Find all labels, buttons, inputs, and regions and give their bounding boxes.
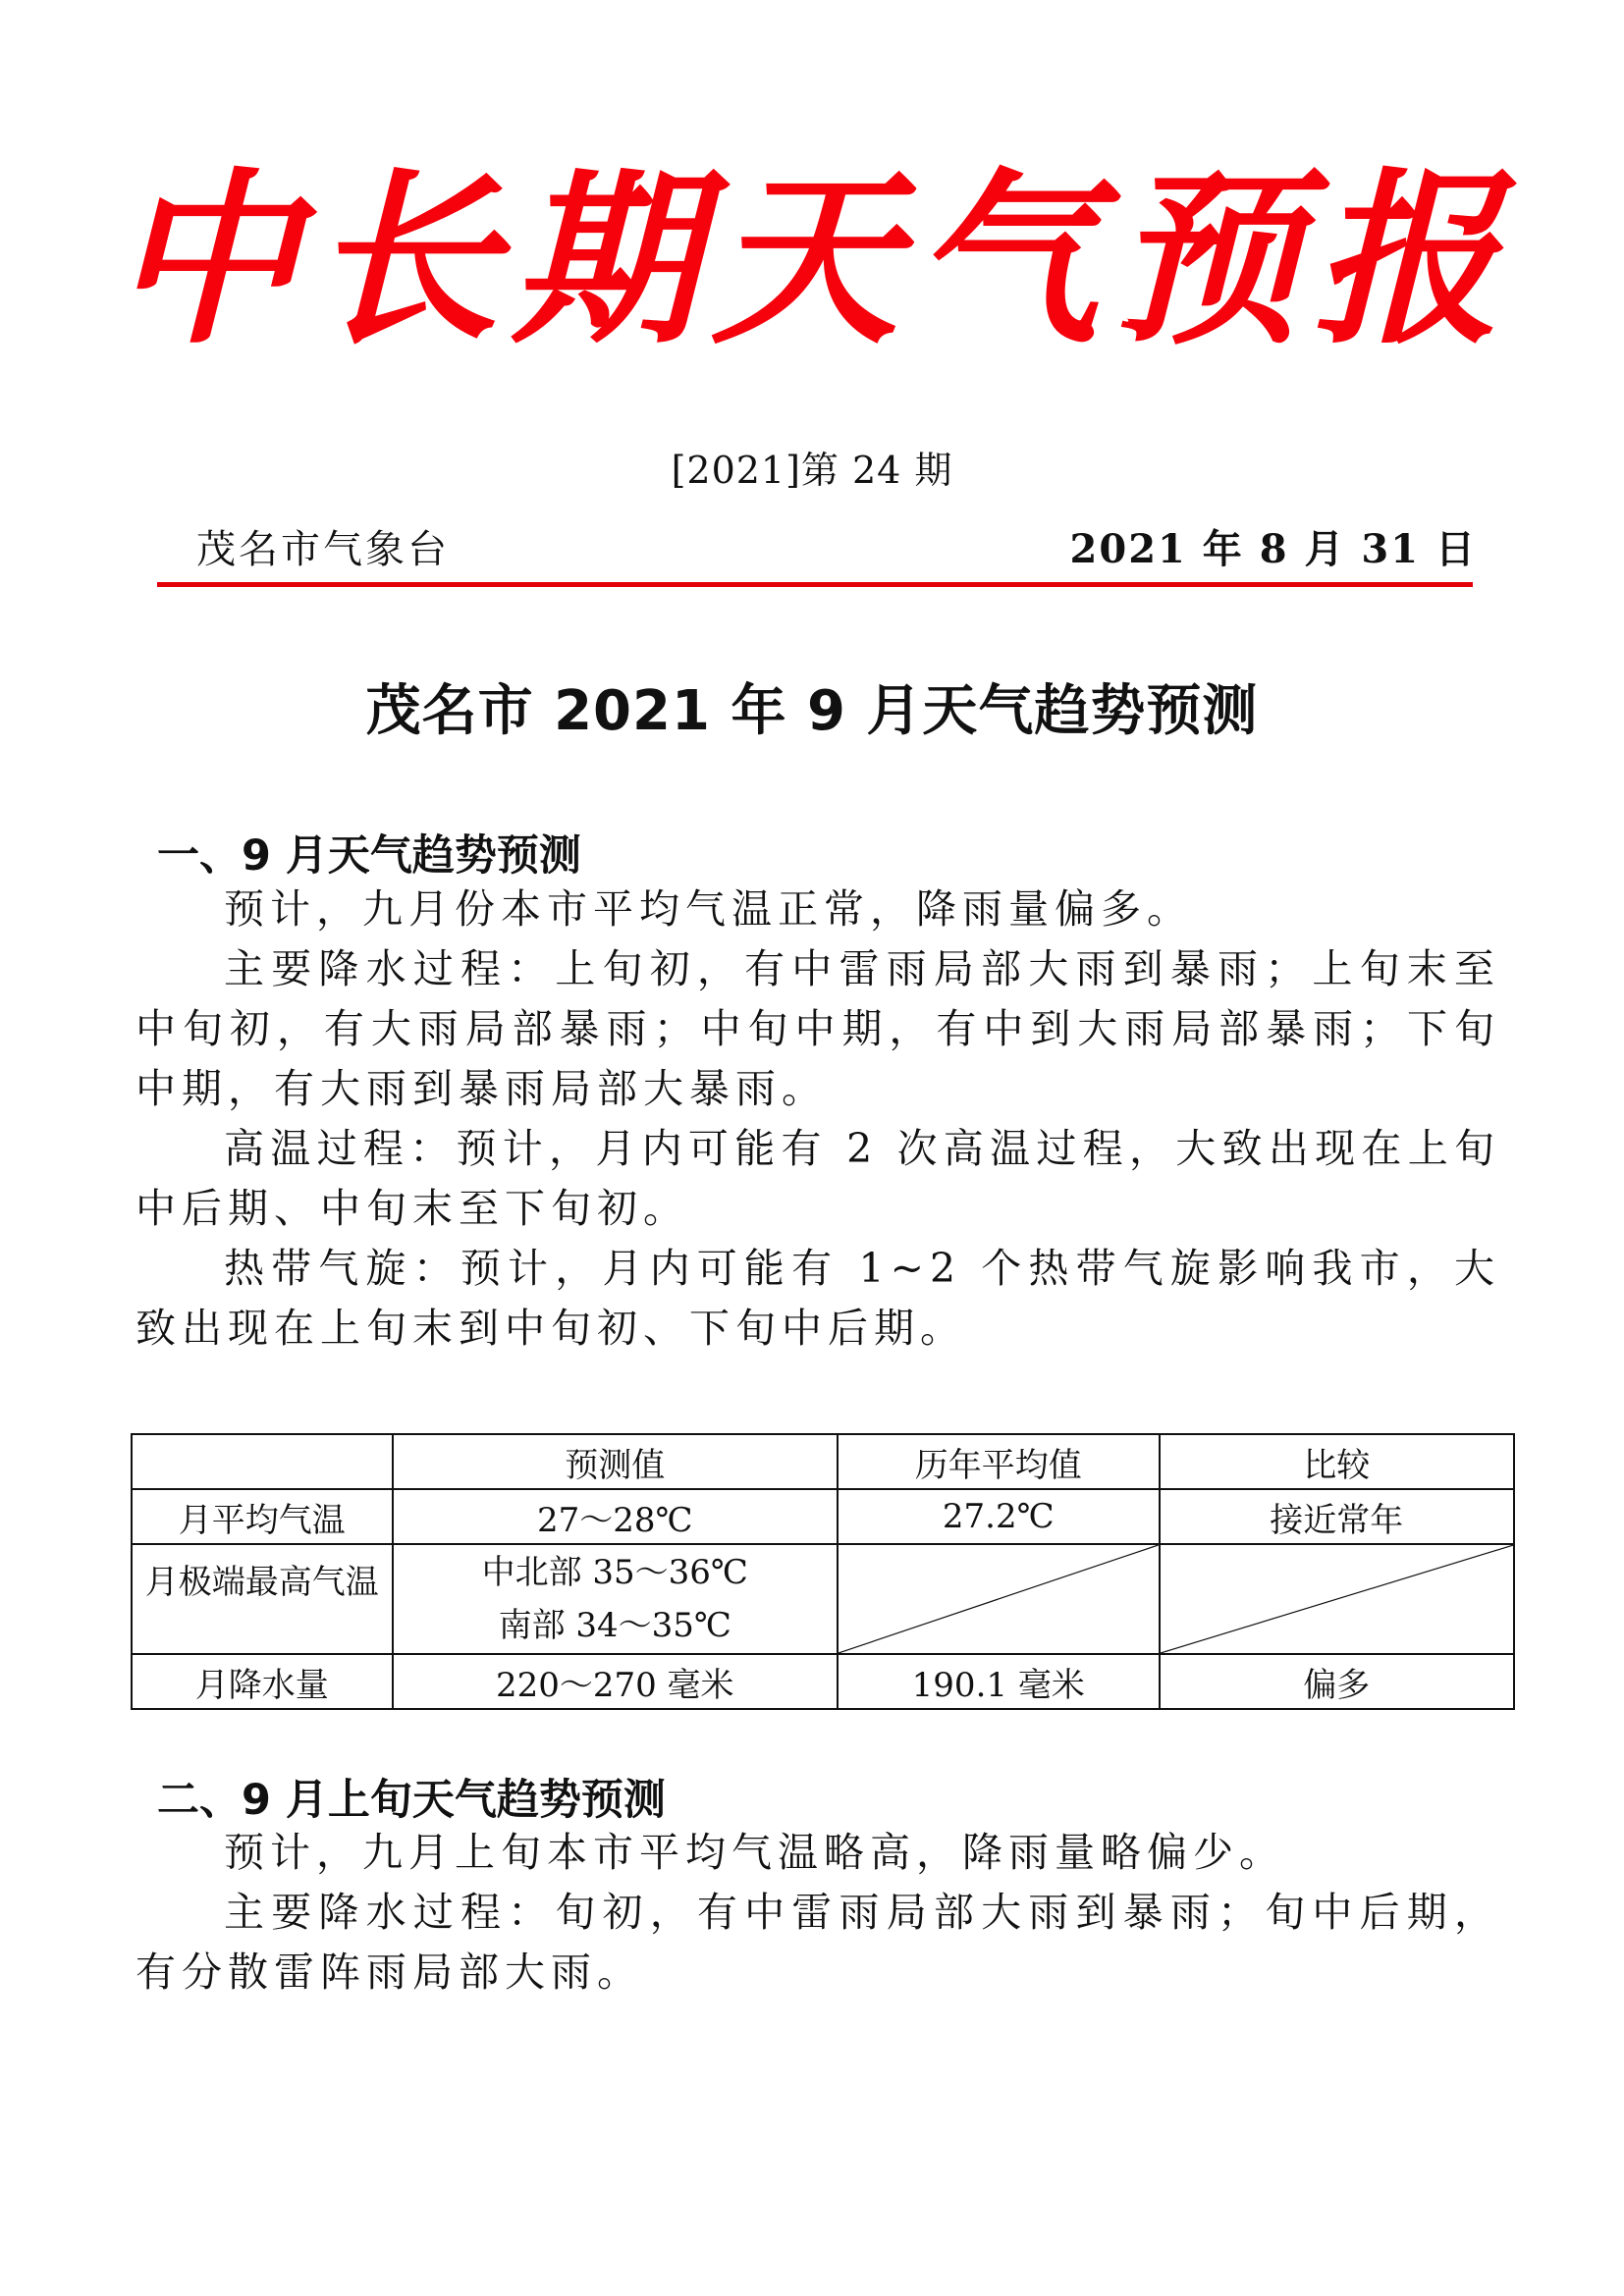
- row-label: 月平均气温: [132, 1489, 393, 1544]
- row-label: 月降水量: [132, 1654, 393, 1709]
- comparison-value: 偏多: [1160, 1654, 1514, 1709]
- table-header-row: [132, 1434, 1514, 1489]
- red-divider: [157, 582, 1473, 587]
- table-row: [132, 1544, 1514, 1654]
- forecast-value: [393, 1544, 838, 1654]
- issue-number: [2021]第 24 期: [671, 449, 953, 492]
- table-header-cell: [132, 1434, 393, 1489]
- empty-diagonal-cell: [1160, 1544, 1514, 1654]
- table-header-cell: 预测值: [393, 1434, 838, 1489]
- section1-paragraph-4: 热带气旋：预计，月内可能有 1~2 个热带气旋影响我市，大致出现在上旬末到中旬初、下旬中后期。: [135, 1245, 1500, 1352]
- table-row: [132, 1489, 1514, 1544]
- issue-date: 2021 年 8 月 31 日: [1069, 526, 1477, 572]
- forecast-value: 220～270 毫米: [393, 1654, 838, 1709]
- section2-heading: 二、9 月上旬天气趋势预测: [157, 1776, 666, 1825]
- section1-paragraph-3: 高温过程：预计，月内可能有 2 次高温过程，大致出现在上旬中后期、中旬末至下旬初。: [135, 1125, 1500, 1232]
- average-value: 190.1 毫米: [838, 1654, 1160, 1709]
- masthead-title: 中长期天气预报: [110, 150, 1513, 369]
- table-row: [132, 1654, 1514, 1709]
- forecast-line: 南部 34～35℃: [498, 1606, 731, 1645]
- comparison-value: 接近常年: [1160, 1489, 1514, 1544]
- issuing-organization: 茂名市气象台: [196, 527, 450, 572]
- section1-paragraph-1: 预计，九月份本市平均气温正常，降雨量偏多。: [224, 885, 1193, 933]
- diagonal-line: [1161, 1545, 1513, 1653]
- row-label: 月极端最高气温: [132, 1544, 393, 1654]
- diagonal-line: [839, 1545, 1159, 1653]
- average-value: 27.2℃: [838, 1489, 1160, 1544]
- section1-paragraph-2: 主要降水过程：上旬初，有中雷雨局部大雨到暴雨；上旬末至中旬初，有大雨局部暴雨；中旬中期，有中到大雨局部暴雨；下旬中期，有大雨到暴雨局部大暴雨。: [135, 945, 1500, 1112]
- forecast-table: [131, 1433, 1515, 1710]
- table-header-cell: 历年平均值: [838, 1434, 1160, 1489]
- forecast-line: 中北部 35～36℃: [481, 1553, 748, 1592]
- section2-paragraph-2: 主要降水过程：旬初，有中雷雨局部大雨到暴雨；旬中后期，有分散雷阵雨局部大雨。: [135, 1889, 1500, 1996]
- section2-paragraph-1: 预计，九月上旬本市平均气温略高，降雨量略偏少。: [224, 1829, 1285, 1876]
- empty-diagonal-cell: [838, 1544, 1160, 1654]
- table-header-cell: 比较: [1160, 1434, 1514, 1489]
- section1-heading: 一、9 月天气趋势预测: [157, 831, 581, 881]
- forecast-value: 27～28℃: [393, 1489, 838, 1544]
- document-title: 茂名市 2021 年 9 月天气趋势预测: [365, 679, 1259, 743]
